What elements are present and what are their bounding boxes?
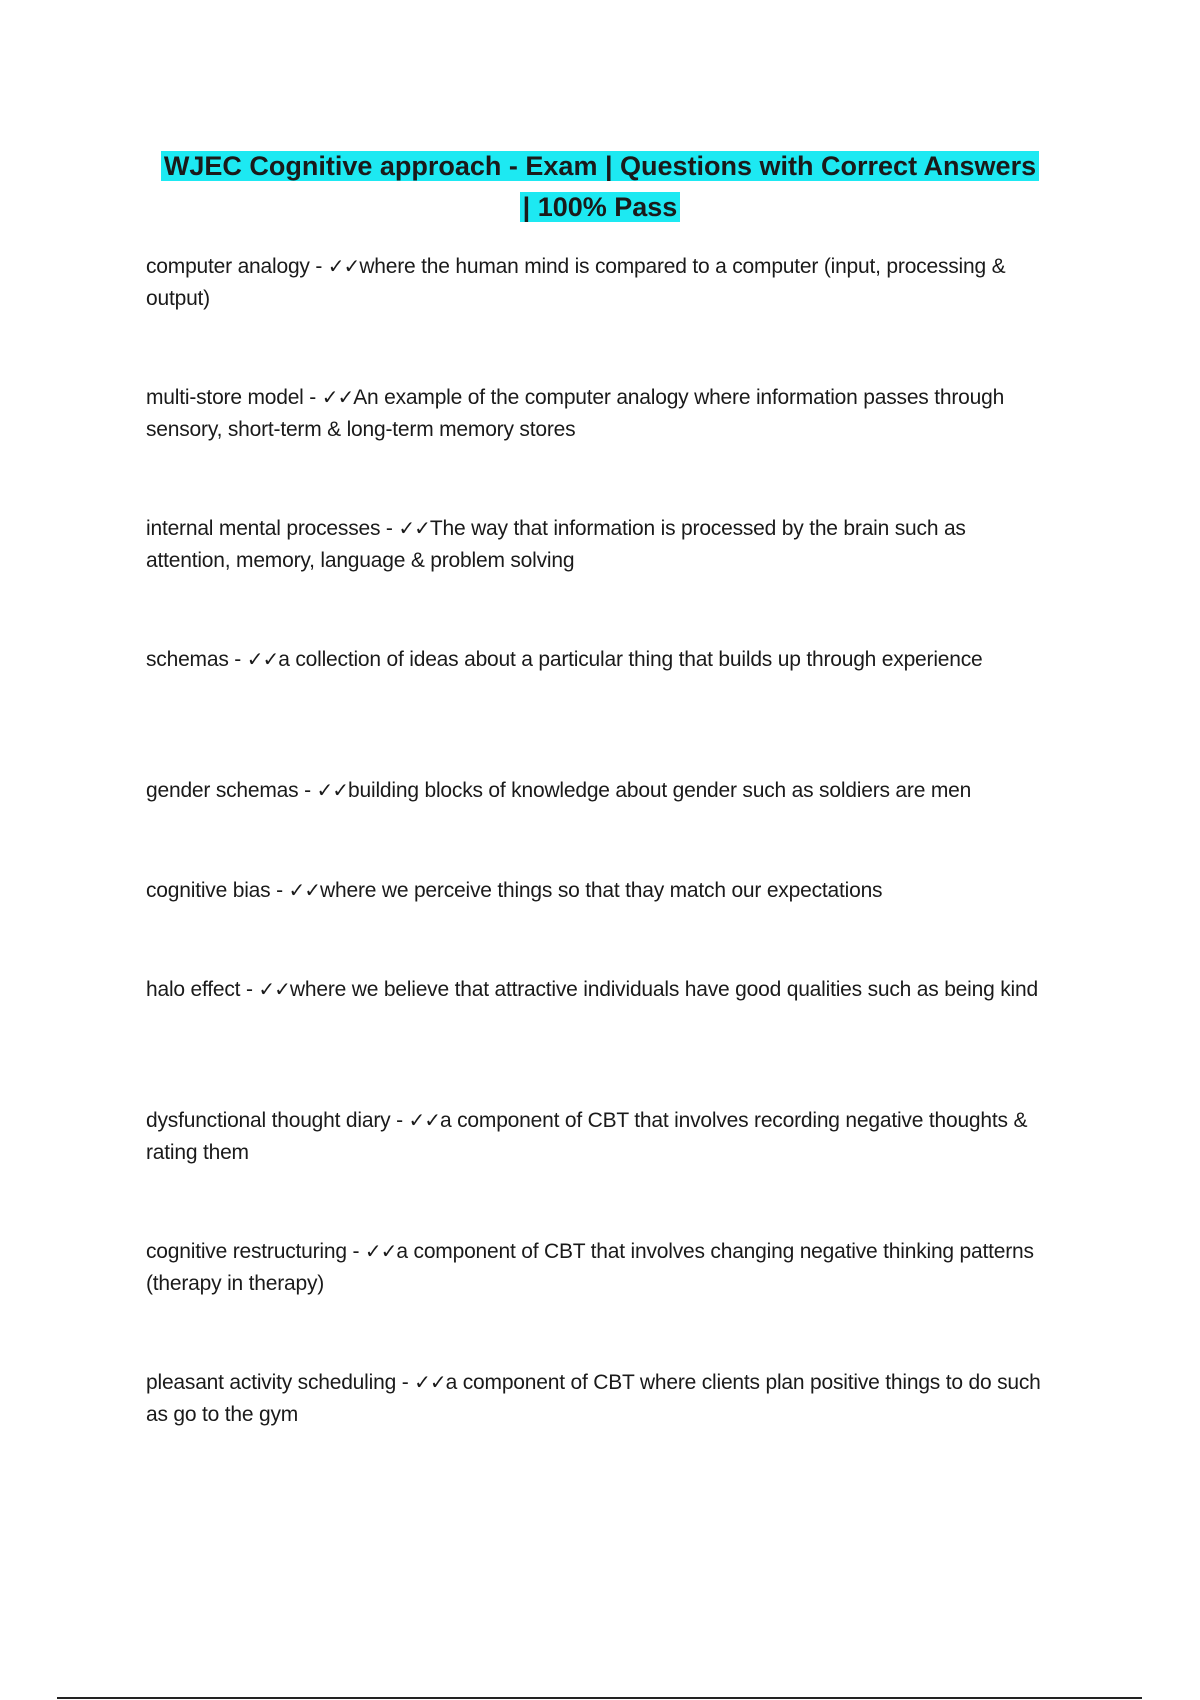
entry-separator: - [309,255,328,278]
entry-definition: a component of CBT that involves changing negative thinking patterns (therapy in therapy) [146,1240,1034,1295]
title-line-1: WJEC Cognitive approach - Exam | Questions with Correct Answers [161,151,1039,181]
entry-term: multi-store model [146,386,304,409]
entry-separator: - [346,1240,365,1263]
entry-separator: - [270,879,289,902]
entry-definition: a component of CBT where clients plan positive things to do such as go to the gym [146,1371,1041,1426]
double-check-icon: ✓✓ [316,778,349,802]
entry-separator: - [228,648,247,671]
flashcard-entry [146,381,1046,446]
entry-separator: - [396,1371,415,1394]
entry-definition: where we believe that attractive individuals have good qualities such as being kind [289,978,1038,1001]
entry-definition: building blocks of knowledge about gender such as soldiers are men [348,779,972,802]
entry-definition: where we perceive things so that thay match our expectations [320,879,883,902]
entry-term: computer analogy [146,255,310,278]
entry-term: cognitive restructuring [146,1240,347,1263]
double-check-icon: ✓✓ [321,385,354,409]
double-check-icon: ✓✓ [398,516,430,540]
double-check-icon: ✓✓ [364,1239,397,1263]
flashcard-entry [146,1366,1046,1431]
entry-definition: The way that information is processed by the brain such as attention, memory, language & problem solving [146,517,966,572]
entry-separator: - [390,1109,409,1132]
flashcard-entry [146,874,1046,907]
entry-term: halo effect [146,978,241,1001]
flashcard-entry [146,774,1046,807]
entry-definition: An example of the computer analogy where information passes through sensory, short-term & long-term memory stores [146,386,1005,441]
flashcard-entry [146,973,1046,1006]
flashcard-entry [146,1104,1046,1169]
double-check-icon: ✓✓ [288,878,321,902]
double-check-icon: ✓✓ [408,1108,441,1132]
entry-definition: a component of CBT that involves recording negative thoughts & rating them [146,1109,1028,1164]
entry-separator: - [303,386,322,409]
entry-definition: a collection of ideas about a particular thing that builds up through experience [278,648,983,671]
document-title [140,146,1060,228]
entry-term: gender schemas [146,779,299,802]
double-check-icon: ✓✓ [246,647,279,671]
flashcard-entry [146,643,1046,676]
flashcard-entry [146,1235,1046,1300]
title-line-2: | 100% Pass [520,192,681,222]
double-check-icon: ✓✓ [258,977,290,1001]
flashcard-entry [146,250,1046,315]
entry-term: pleasant activity scheduling [146,1371,397,1394]
entry-separator: - [240,978,259,1001]
entry-separator: - [298,779,317,802]
flashcard-entry [146,512,1046,577]
entry-term: cognitive bias [146,879,271,902]
entry-term: dysfunctional thought diary [146,1109,391,1132]
double-check-icon: ✓✓ [414,1370,446,1394]
double-check-icon: ✓✓ [327,254,360,278]
entry-term: internal mental processes [146,517,381,540]
entry-definition: where the human mind is compared to a computer (input, processing & output) [146,255,1006,310]
page-bottom-rule [57,1697,1142,1699]
entry-separator: - [380,517,399,540]
entry-term: schemas [146,648,229,671]
